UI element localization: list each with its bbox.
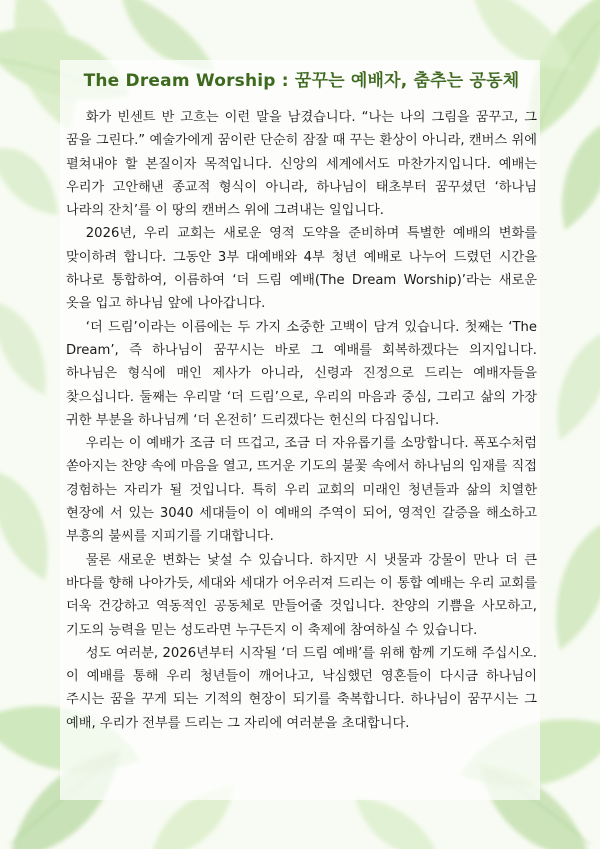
leaf-shape [556, 520, 600, 650]
leaf-shape [562, 120, 600, 230]
leaf-shape [355, 797, 440, 849]
paragraph: 화가 빈센트 반 고흐는 이런 말을 남겼습니다. “나는 나의 그림을 꿈꾸고, 그 꿈을 그린다.” 예술가에게 꿈이란 단순히 잠잘 때 꾸는 환상이 아니라, 캔버스 위에 펼쳐내야 할 본질이자 목적입니다. 신앙의 세계에서도 마찬가지입니다. 예배는 우리가 고안해낸 종교적 형식이 아니라, 하나님이 태초부터 꿈꾸셨던 ‘하나님 나라의 잔치’를 이 땅의 캔버스 위에 그려내는 일입니다. [66, 110, 537, 219]
paragraph: ‘더 드림’이라는 이름에는 두 가지 소중한 고백이 담겨 있습니다. 첫째는 ‘The Dream’, 즉 하나님이 꿈꾸시는 바로 그 예배를 회복하겠다는 의지입니다. 하나님은 형식에 매인 제사가 아니라, 신령과 진정으로 드리는 예배자들을 찾으십니다. 둘째는 우리말 ‘더 드림’으로, 우리의 마음과 중심, 그리고 삶의 가장 귀한 부분을 하나님께 ‘더 온전히’ 드리겠다는 헌신의 다짐입니다. [66, 319, 537, 428]
paragraph: 2026년, 우리 교회는 새로운 영적 도약을 준비하며 특별한 예배의 변화를 맞이하려 합니다. 그동안 3부 대예배와 4부 청년 예배로 나누어 드렸던 시간을 하나로 통합하여, 이름하여 ‘더 드림 예배(The Dream Worship)’라는 새로운 옷을 입고 하나님 앞에 나아갑니다. [66, 226, 537, 312]
leaf-shape [557, 330, 600, 440]
leaf-shape [0, 300, 46, 395]
paragraph: 물론 새로운 변화는 낯설 수 있습니다. 하지만 시 냇물과 강물이 만나 더 큰 바다를 향해 나아가듯, 세대와 세대가 어우러져 드리는 이 통합 예배는 우리 교회를 더욱 건강하고 역동적인 공동체로 만들어줄 것입니다. 찬양의 기쁨을 사모하고, 기도의 능력을 믿는 성도라면 누구든지 이 축제에 참여하실 수 있습니다. [66, 552, 537, 638]
document-body [66, 66, 537, 735]
paragraph: 우리는 이 예배가 조금 더 뜨겁고, 조금 더 자유롭기를 소망합니다. 폭포수처럼 쏟아지는 찬양 속에 마음을 열고, 뜨거운 기도의 불꽃 속에서 하나님의 임재를 직접 경험하는 자리가 될 것입니다. 특히 우리 교회의 미래인 청년들과 삶의 치열한 현장에 서 있는 3040 세대들이 이 예배의 주역이 되어, 영적인 갈증을 해소하고 부흥의 불씨를 지피기를 기대합니다. [66, 436, 537, 545]
leaf-shape [0, 148, 58, 215]
page-title: The Dream Worship : 꿈꾸는 예배자, 춤추는 공동체 [83, 71, 520, 91]
paragraph: 성도 여러분, 2026년부터 시작될 ‘더 드림 예배’를 위해 함께 기도해 주십시오. 이 예배를 통해 우리 청년들이 깨어나고, 낙심했던 영혼들이 다시금 하나님이 주시는 꿈을 꾸게 되는 기적의 현장이 되기를 축복합니다. 하나님이 꿈꾸시는 그 예배, 우리가 전부를 드리는 그 자리에 여러분을 초대합니다. [66, 645, 537, 731]
leaf-shape [0, 470, 48, 580]
